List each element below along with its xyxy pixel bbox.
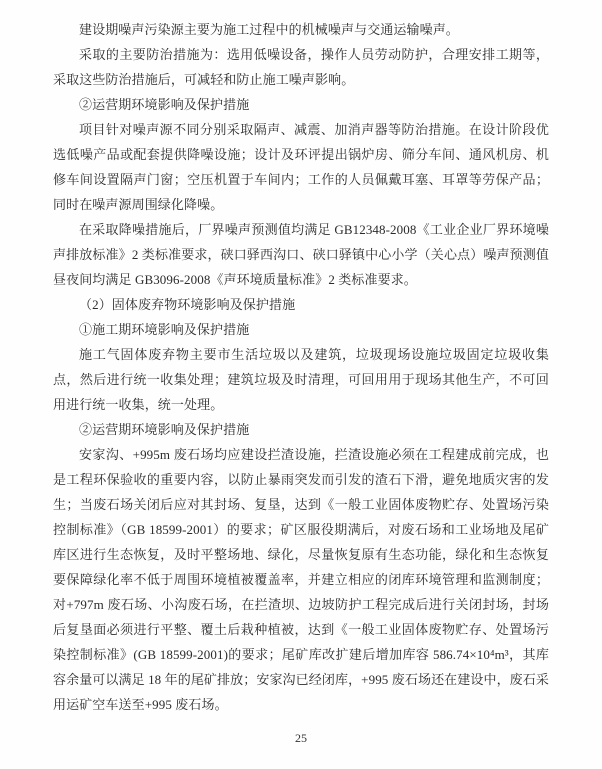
- paragraph-noise-control-details: 项目针对噪声源不同分别采取隔声、减震、加消声器等防治措施。在设计阶段优选低噪产品或配套提供降噪设施；设计及环评提出锅炉房、筛分车间、通风机房、机修车间设置隔声门窗；空压机置于车间内；工作的人员佩戴耳塞、耳罩等劳保产品；同时在噪声源周围绿化降噪。: [53, 122, 549, 212]
- paragraph-noise-prevention-measures: 采取的主要防治措施为：选用低噪设备，操作人员劳动防护，合理安排工期等，采取这些防治措施后，可减轻和防止施工噪声影响。: [53, 47, 549, 87]
- paragraph-construction-noise-sources: 建设期噪声污染源主要为施工过程中的机械噪声与交通运输噪声。: [79, 22, 459, 37]
- page-footer: [0, 729, 602, 747]
- paragraph-construction-waste-handling: 施工气固体废弃物主要市生活垃圾以及建筑，垃圾现场设施垃圾固定垃圾收集点，然后进行统一收集处理；建筑垃圾及时清理，可回用用于现场其他生产，不可回用进行统一收集，统一处理。: [53, 347, 549, 412]
- document-text-block: [53, 17, 549, 717]
- heading-solid-waste-section: （2）固体废弃物环境影响及保护措施: [79, 297, 296, 312]
- heading-operation-period-noise: ②运营期环境影响及保护措施: [79, 97, 250, 112]
- paragraph-waste-rock-site-measures: 安家沟、+995m 废石场均应建设拦渣设施，拦渣设施必须在工程建成前完成，也是工程环保验收的重要内容，以防止暴雨突发而引发的渣石下滑，避免地质灾害的发生；当废石场关闭后应对其封场、复垦，达到《一般工业固体废物贮存、处置场污染控制标准》（GB 18599-2001）的要求；矿区服役期满后，对废石场和工业场地及尾矿库区进行生态恢复，及时平整场地、绿化，尽量恢复原有生态功能，绿化和生态恢复要保障绿化率不低于周围环境植被覆盖率，并建立相应的闭库环境管理和监测制度；对+797m 废石场、小沟废石场，在拦渣坝、边坡防护工程完成后进行关闭封场，封场后复垦面必须进行平整、覆土后栽种植被，达到《一般工业固体废物贮存、处置场污染控制标准》(GB 18599-2001)的要求；尾矿库改扩建后增加库容 586.74×10⁴m³，其库容余量可以满足 18 年的尾矿排放；安家沟已经闭库，+995 废石场还在建设中，废石采用运矿空车送至+995 废石场。: [53, 447, 549, 712]
- heading-operation-period-waste: ②运营期环境影响及保护措施: [79, 422, 250, 437]
- paragraph-noise-standard-compliance: 在采取降噪措施后，厂界噪声预测值均满足 GB12348-2008《工业企业厂界环境噪声排放标准》2 类标准要求，硖口驿西沟口、硖口驿镇中心小学（关心点）噪声预测值昼夜间均满足 GB3096-2008《声环境质量标准》2 类标准要求。: [53, 222, 549, 287]
- page-number: 25: [295, 731, 307, 745]
- heading-construction-period-waste: ①施工期环境影响及保护措施: [79, 322, 250, 337]
